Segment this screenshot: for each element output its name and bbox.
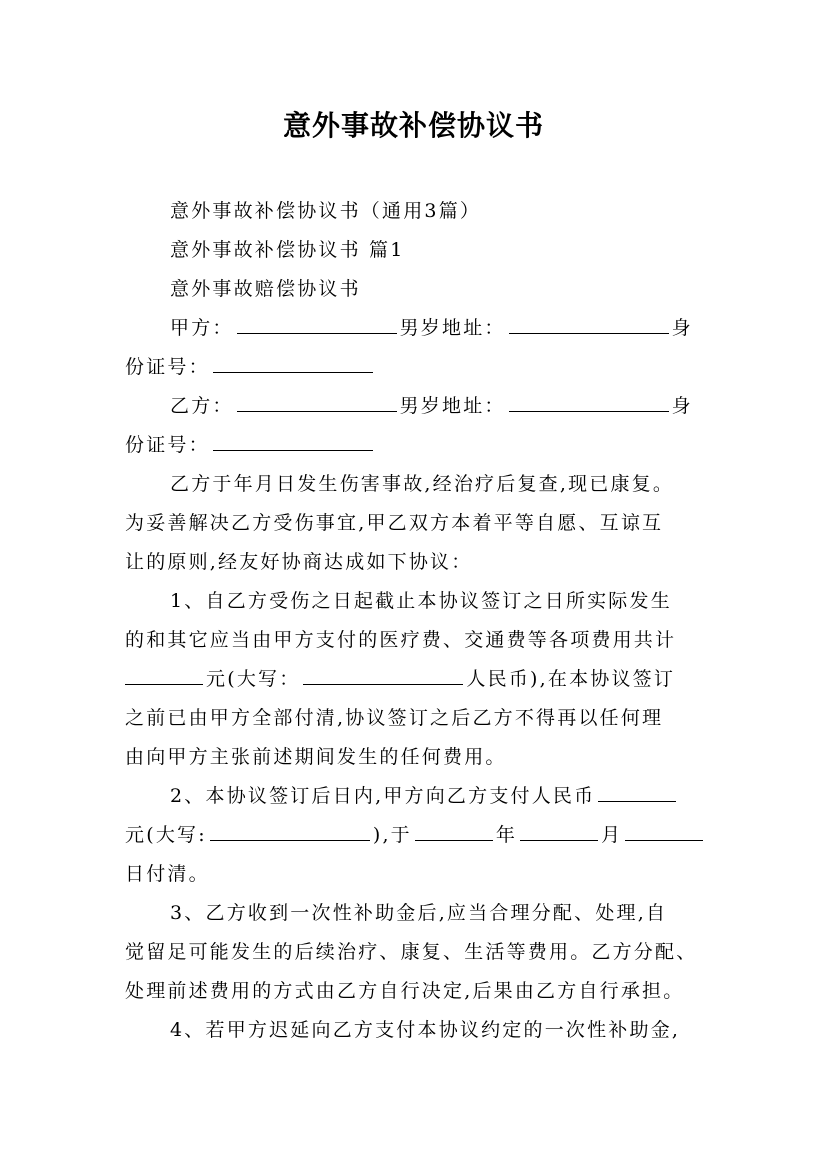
gender-age-address-label: 男岁地址： — [399, 395, 506, 417]
id-number-label: 份证号： — [125, 434, 210, 456]
amount-uppercase-label: 元(大写： — [206, 668, 301, 690]
party-a-address-blank — [509, 313, 669, 334]
section-heading: 意外事故补偿协议书 篇1 — [170, 239, 405, 261]
clause-2-text: 2、本协议签订后日内,甲方向乙方支付人民币 — [170, 785, 596, 807]
id-label-start: 身 — [671, 395, 693, 417]
subtitle-line: 意外事故补偿协议书（通用3篇） — [170, 200, 482, 222]
body-text: 由向甲方主张前述期间发生的任何费用。 — [125, 746, 507, 768]
party-b-id-line — [125, 430, 376, 460]
party-a-id-blank — [213, 352, 373, 373]
body-text: 处理前述费用的方式由乙方自行决定,后果由乙方自行承担。 — [125, 980, 685, 1002]
month-blank — [520, 820, 598, 841]
party-a-id-line — [125, 352, 376, 382]
party-a-name-blank — [237, 313, 397, 334]
payment-uppercase-blank — [210, 820, 370, 841]
year-label: 年 — [495, 824, 518, 846]
id-number-label: 份证号： — [125, 356, 210, 378]
clause-3: 3、乙方收到一次性补助金后,应当合理分配、处理,自 — [170, 902, 668, 924]
party-b-label: 乙方： — [170, 395, 234, 417]
body-text: 为妥善解决乙方受伤事宜,甲乙双方本着平等自愿、互谅互 — [125, 512, 664, 534]
body-text: 觉留足可能发生的后续治疗、康复、生活等费用。乙方分配、 — [125, 941, 698, 963]
payment-amount-blank — [598, 781, 676, 802]
body-text: ),于 — [372, 824, 412, 846]
party-b-id-blank — [213, 430, 373, 451]
clause-4: 4、若甲方迟延向乙方支付本协议约定的一次性补助金, — [170, 1019, 681, 1041]
party-b-address-blank — [509, 391, 669, 412]
amount-blank — [125, 664, 203, 685]
amount-uppercase-label: 元(大写: — [125, 824, 207, 846]
party-a-line — [170, 313, 693, 343]
body-text: 让的原则,经友好协商达成如下协议： — [125, 551, 473, 573]
gender-age-address-label: 男岁地址： — [399, 317, 506, 339]
amount-line — [125, 664, 675, 694]
party-a-label: 甲方： — [170, 317, 234, 339]
document-title: 意外事故补偿协议书 — [282, 109, 544, 142]
party-b-name-blank — [237, 391, 397, 412]
agreement-heading: 意外事故赔偿协议书 — [170, 278, 361, 300]
body-text: 人民币),在本协议签订 — [466, 668, 676, 690]
id-label-start: 身 — [671, 317, 693, 339]
body-text: 之前已由甲方全部付清,协议签订之后乙方不得再以任何理 — [125, 707, 664, 729]
amount-uppercase-blank — [303, 664, 463, 685]
payment-date-line — [125, 820, 706, 850]
clause-1: 1、自乙方受伤之日起截止本协议签订之日所实际发生 — [170, 590, 672, 612]
year-blank — [415, 820, 493, 841]
party-b-line — [170, 391, 693, 421]
month-label: 月 — [601, 824, 623, 846]
clause-2 — [170, 781, 679, 811]
body-text: 乙方于年月日发生伤害事故,经治疗后复查,现已康复。 — [170, 473, 675, 495]
body-text: 的和其它应当由甲方支付的医疗费、交通费等各项费用共计 — [125, 629, 677, 651]
day-blank — [625, 820, 703, 841]
body-text: 日付清。 — [125, 863, 210, 885]
